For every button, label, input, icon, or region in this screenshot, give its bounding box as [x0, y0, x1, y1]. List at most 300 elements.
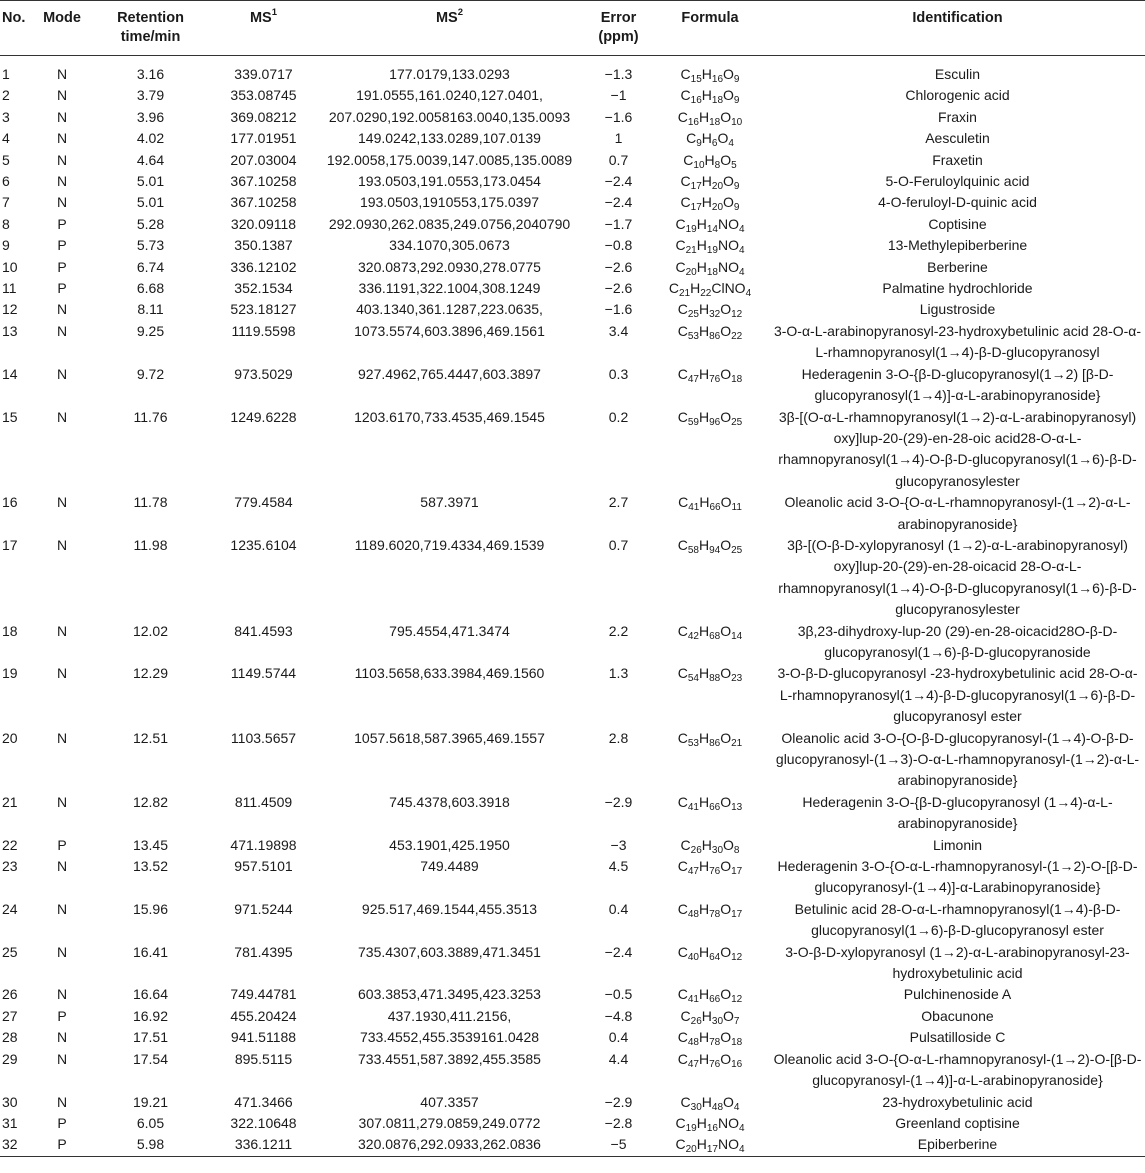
- cell-error: 2.2: [608, 622, 629, 639]
- table-row: [0, 1092, 1145, 1113]
- header-ms2-sup: 2: [457, 7, 464, 19]
- cell-ms1: 455.20424: [230, 1007, 297, 1024]
- table-row: [0, 214, 1145, 235]
- header-mode: Mode: [43, 10, 81, 26]
- header-ms1-sup: 1: [271, 7, 278, 19]
- cell-ms1: 367.10258: [230, 173, 297, 190]
- cell-ms1: 1235.6104: [230, 536, 297, 553]
- cell-no: 2: [2, 87, 10, 104]
- cell-mode: P: [57, 1136, 67, 1153]
- cell-mode: N: [56, 301, 68, 318]
- cell-ms1: 973.5029: [234, 365, 293, 382]
- cell-ms1: 471.3466: [234, 1093, 293, 1110]
- cell-no: 9: [2, 237, 10, 254]
- cell-ms2: 735.4307,603.3889,471.3451: [358, 943, 541, 960]
- cell-no: 28: [2, 1029, 18, 1046]
- cell-ms1: 957.5101: [234, 858, 293, 875]
- cell-formula: $C_{54}H_{88}O_{23}$: [677, 665, 743, 685]
- cell-formula: $C_{17}H_{20}O_9$: [680, 194, 740, 214]
- header-ms2: [312, 1, 587, 56]
- cell-retention-time: 12.02: [132, 622, 169, 639]
- cell-retention-time: 13.45: [132, 836, 169, 853]
- cell-ms1: 811.4509: [234, 793, 293, 810]
- cell-identification: 3-O-β-D-glucopyranosyl -23-hydroxybetulinic acid 28-O-α-L-rhamnopyranosyl(1→4)-β-D-glucopyranosyl(1→6)-β-D-glucopyranosyl ester: [777, 665, 1138, 725]
- cell-retention-time: 5.01: [136, 194, 165, 211]
- cell-formula: $C_{41}H_{66}O_{13}$: [677, 793, 743, 813]
- header-ms1: [215, 1, 312, 56]
- cell-ms2: 407.3357: [420, 1093, 479, 1110]
- cell-no: 25: [2, 943, 18, 960]
- cell-ms1: 895.5115: [234, 1050, 293, 1067]
- cell-formula: $C_{26}H_{30}O_7$: [680, 1007, 740, 1027]
- cell-ms2: 927.4962,765.4447,603.3897: [358, 365, 541, 382]
- cell-no: 11: [2, 280, 17, 297]
- cell-ms2: 453.1901,425.1950: [389, 836, 510, 853]
- cell-mode: P: [57, 258, 67, 275]
- table-row: [0, 171, 1145, 192]
- cell-ms2: 207.0290,192.0058163.0040,135.0093: [328, 108, 571, 125]
- table-row: [0, 107, 1145, 128]
- cell-no: 3: [2, 108, 10, 125]
- cell-retention-time: 16.64: [132, 986, 169, 1003]
- cell-formula: $C_{41}H_{66}O_{11}$: [678, 494, 742, 514]
- cell-no: 14: [2, 365, 18, 382]
- table-row: [0, 1113, 1145, 1134]
- cell-mode: P: [57, 1114, 67, 1131]
- cell-no: 23: [2, 858, 18, 875]
- cell-ms1: 320.09118: [230, 215, 297, 232]
- cell-ms1: 781.4395: [234, 943, 293, 960]
- cell-ms2: 1103.5658,633.3984,469.1560: [354, 665, 545, 682]
- cell-identification: Pulchinenoside A: [903, 986, 1012, 1003]
- cell-error: −1.3: [604, 66, 633, 82]
- cell-mode: N: [56, 108, 68, 125]
- table-row: [0, 663, 1145, 727]
- header-formula: Formula: [681, 10, 739, 26]
- cell-error: −5: [610, 1136, 627, 1153]
- table-row: [0, 984, 1145, 1005]
- cell-no: 20: [2, 729, 18, 746]
- header-retention-time: Retention time/min: [117, 10, 184, 45]
- cell-mode: N: [56, 130, 68, 147]
- cell-retention-time: 12.29: [132, 665, 169, 682]
- cell-identification: Obacunone: [921, 1007, 994, 1024]
- cell-formula: $C_{17}H_{20}O_9$: [680, 173, 740, 193]
- cell-ms1: 749.44781: [230, 986, 297, 1003]
- cell-identification: Berberine: [927, 258, 988, 275]
- cell-ms2: 320.0873,292.0930,278.0775: [358, 258, 541, 275]
- cell-error: −2.9: [604, 1093, 633, 1110]
- cell-retention-time: 11.76: [133, 408, 168, 425]
- cell-retention-time: 3.79: [136, 87, 165, 104]
- cell-identification: Esculin: [934, 66, 981, 82]
- cell-mode: N: [56, 194, 68, 211]
- cell-retention-time: 6.74: [136, 258, 165, 275]
- cell-retention-time: 17.51: [132, 1029, 169, 1046]
- cell-identification: 3β-[(O-β-D-xylopyranosyl (1→2)-α-L-arabinopyranosyl) oxy]lup-20-(29)-en-28-oicacid 28-O-α-L-rhamnopyranosyl(1→4)-O-β-D-glucopyranosyl(1→6)-β-D-glucopyranosylester: [778, 536, 1137, 618]
- cell-no: 21: [2, 793, 18, 810]
- cell-ms2: 925.517,469.1544,455.3513: [361, 900, 538, 917]
- cell-mode: N: [56, 1093, 68, 1110]
- header-error: Error (ppm): [598, 10, 639, 45]
- cell-ms2: 320.0876,292.0933,262.0836: [358, 1136, 541, 1153]
- table-row: [0, 621, 1145, 664]
- cell-identification: Palmatine hydrochloride: [882, 280, 1033, 297]
- cell-mode: N: [56, 322, 68, 339]
- cell-ms2: 437.1930,411.2156,: [387, 1007, 512, 1024]
- cell-ms2: 587.3971: [420, 494, 479, 511]
- cell-error: 4.5: [608, 858, 629, 875]
- cell-retention-time: 17.54: [132, 1050, 169, 1067]
- cell-error: −0.8: [604, 237, 633, 254]
- cell-mode: P: [57, 237, 67, 254]
- table-row: [0, 728, 1145, 792]
- table-row: [0, 899, 1145, 942]
- cell-mode: N: [56, 858, 68, 875]
- cell-ms1: 322.10648: [230, 1114, 297, 1131]
- cell-identification: Fraxetin: [932, 151, 983, 168]
- cell-identification: Oleanolic acid 3-O-{O-β-D-glucopyranosyl-(1→4)-O-β-D-glucopyranosyl-(1→3)-O-α-L-rhamnopyranosyl-(1→2)-α-L-arabinopyranoside}: [775, 729, 1140, 789]
- cell-error: 2.7: [608, 494, 629, 511]
- cell-no: 24: [2, 900, 18, 917]
- cell-error: −2.6: [604, 280, 633, 297]
- cell-retention-time: 3.96: [136, 108, 165, 125]
- cell-ms2: 336.1191,322.1004,308.1249: [358, 280, 541, 297]
- cell-formula: $C_{53}H_{86}O_{21}$: [677, 729, 743, 749]
- cell-mode: P: [57, 280, 67, 297]
- cell-formula: $C_{47}H_{76}O_{16}$: [677, 1050, 743, 1070]
- cell-retention-time: 9.72: [136, 365, 165, 382]
- cell-identification: Fraxin: [938, 108, 977, 125]
- cell-mode: N: [56, 87, 68, 104]
- cell-identification: Epiberberine: [917, 1136, 998, 1153]
- table-row: [0, 1006, 1145, 1027]
- cell-error: −3: [610, 836, 627, 853]
- cell-mode: N: [56, 900, 68, 917]
- cell-no: 12: [2, 301, 18, 318]
- cell-ms1: 1249.6228: [230, 408, 297, 425]
- cell-mode: N: [56, 1050, 68, 1067]
- cell-no: 31: [2, 1114, 18, 1131]
- cell-ms2: 292.0930,262.0835,249.0756,2040790: [328, 215, 571, 232]
- table-row: [0, 235, 1145, 256]
- cell-formula: $C_{48}H_{78}O_{17}$: [677, 900, 743, 920]
- cell-identification: Limonin: [932, 836, 983, 853]
- cell-identification: 3β,23-dihydroxy-lup-20 (29)-en-28-oicacid28O-β-D-glucopyranosyl(1→6)-β-D-glucopyranoside: [797, 622, 1118, 660]
- cell-error: −1.6: [604, 301, 633, 318]
- cell-error: −2.6: [604, 258, 633, 275]
- cell-ms2: 307.0811,279.0859,249.0772: [358, 1114, 541, 1131]
- cell-ms2: 733.4552,455.3539161.0428: [359, 1029, 540, 1046]
- header-identification: Identification: [912, 10, 1003, 26]
- cell-retention-time: 5.98: [136, 1136, 165, 1153]
- cell-identification: 3β-[(O-α-L-rhamnopyranosyl(1→2)-α-L-arabinopyranosyl) oxy]lup-20-(29)-en-28-oic acid28-O-α-L-rhamnopyranosyl(1→4)-O-β-D-glucopyranosyl(1→6)-β-D-glucopyranosylester: [778, 408, 1137, 489]
- cell-no: 27: [2, 1007, 18, 1024]
- cell-no: 6: [2, 173, 10, 190]
- cell-error: −1.6: [604, 108, 633, 125]
- cell-formula: $C_{47}H_{76}O_{17}$: [677, 858, 743, 878]
- cell-ms2: 193.0503,191.0553,173.0454: [358, 173, 541, 190]
- cell-identification: Coptisine: [928, 215, 987, 232]
- cell-no: 8: [2, 215, 10, 232]
- cell-error: 1: [614, 130, 623, 147]
- cell-formula: $C_{30}H_{48}O_4$: [680, 1093, 740, 1113]
- cell-formula: $C_{40}H_{64}O_{12}$: [677, 943, 743, 963]
- cell-identification: Greenland coptisine: [895, 1114, 1020, 1131]
- cell-identification: Hederagenin 3-O-{β-D-glucopyranosyl(1→2) [β-D-glucopyranosyl(1→4)]-α-L-arabinopyranoside}: [801, 365, 1114, 404]
- cell-retention-time: 3.16: [136, 66, 165, 82]
- table-row: [0, 835, 1145, 856]
- cell-identification: Aesculetin: [925, 130, 990, 147]
- cell-mode: N: [56, 793, 68, 810]
- cell-no: 1: [2, 66, 10, 82]
- cell-retention-time: 12.82: [132, 793, 169, 810]
- table-row: [0, 364, 1145, 407]
- cell-error: −1: [610, 87, 627, 104]
- table-row: [0, 942, 1145, 985]
- cell-error: −2.4: [604, 194, 633, 211]
- cell-formula: $C_{58}H_{94}O_{25}$: [677, 536, 743, 556]
- cell-no: 15: [2, 408, 18, 425]
- cell-formula: $C_{21}H_{19}NO_4$: [675, 237, 745, 257]
- cell-retention-time: 4.02: [136, 130, 165, 147]
- cell-no: 5: [2, 151, 10, 168]
- cell-mode: P: [57, 836, 67, 853]
- table-row: [0, 150, 1145, 171]
- cell-error: −2.4: [604, 173, 633, 190]
- table-row: [0, 492, 1145, 535]
- cell-retention-time: 5.01: [136, 173, 165, 190]
- table-body: [0, 56, 1145, 1157]
- cell-ms1: 779.4584: [234, 494, 293, 511]
- cell-mode: N: [56, 66, 68, 82]
- cell-error: 4.4: [608, 1050, 629, 1067]
- cell-ms2: 177.0179,133.0293: [389, 66, 510, 82]
- cell-identification: 5-O-Feruloylquinic acid: [885, 173, 1030, 190]
- cell-retention-time: 13.52: [132, 858, 169, 875]
- cell-ms2: 745.4378,603.3918: [389, 793, 510, 810]
- table-header-row: [0, 1, 1145, 56]
- cell-formula: $C_{59}H_{96}O_{25}$: [677, 408, 743, 428]
- cell-ms2: 1189.6020,719.4334,469.1539: [354, 536, 545, 553]
- cell-retention-time: 4.64: [136, 151, 165, 168]
- cell-ms2: 149.0242,133.0289,107.0139: [358, 130, 541, 147]
- cell-error: 0.4: [608, 1029, 629, 1046]
- cell-ms1: 1149.5744: [230, 665, 297, 682]
- cell-retention-time: 5.73: [136, 237, 165, 254]
- cell-error: 3.4: [608, 322, 629, 339]
- cell-no: 26: [2, 986, 18, 1003]
- cell-error: 1.3: [608, 665, 629, 682]
- cell-formula: $C_9H_6O_4$: [686, 130, 734, 150]
- cell-formula: $C_{21}H_{22}ClNO_4$: [668, 280, 752, 300]
- cell-ms2: 749.4489: [420, 858, 479, 875]
- table-row: [0, 407, 1145, 493]
- table-row: [0, 56, 1145, 86]
- table-row: [0, 1027, 1145, 1048]
- cell-formula: $C_{25}H_{32}O_{12}$: [677, 301, 743, 321]
- cell-ms1: 207.03004: [230, 151, 297, 168]
- cell-ms1: 523.18127: [230, 301, 297, 318]
- cell-ms2: 403.1340,361.1287,223.0635,: [356, 301, 543, 318]
- cell-error: −0.5: [604, 986, 633, 1003]
- table-row: [0, 278, 1145, 299]
- cell-ms1: 336.1211: [234, 1136, 293, 1153]
- cell-ms2: 193.0503,1910553,175.0397: [359, 194, 540, 211]
- cell-retention-time: 8.11: [137, 301, 164, 318]
- cell-error: 0.7: [608, 151, 629, 168]
- cell-ms1: 471.19898: [230, 836, 297, 853]
- table-row: [0, 1049, 1145, 1092]
- cell-retention-time: 16.92: [132, 1007, 169, 1024]
- cell-formula: $C_{42}H_{68}O_{14}$: [677, 622, 743, 642]
- cell-mode: N: [56, 408, 68, 425]
- cell-ms2: 733.4551,587.3892,455.3585: [358, 1050, 541, 1067]
- cell-error: 0.2: [608, 408, 629, 425]
- cell-ms1: 350.1387: [234, 237, 293, 254]
- cell-formula: $C_{48}H_{78}O_{18}$: [677, 1029, 743, 1049]
- cell-error: 0.4: [608, 900, 629, 917]
- cell-formula: $C_{20}H_{18}NO_4$: [675, 258, 745, 278]
- cell-ms1: 336.12102: [230, 258, 297, 275]
- cell-identification: Ligustroside: [919, 301, 996, 318]
- cell-ms1: 177.01951: [230, 130, 297, 147]
- cell-mode: N: [56, 986, 68, 1003]
- cell-mode: N: [56, 536, 68, 553]
- cell-formula: $C_{10}H_8O_5$: [683, 151, 737, 171]
- cell-formula: $C_{53}H_{86}O_{22}$: [677, 322, 743, 342]
- cell-ms2: 1057.5618,587.3965,469.1557: [354, 729, 545, 746]
- cell-identification: Hederagenin 3-O-{β-D-glucopyranosyl (1→4)-α-L-arabinopyranoside}: [802, 793, 1113, 832]
- cell-ms1: 352.1534: [234, 280, 293, 297]
- cell-error: 0.3: [608, 365, 629, 382]
- cell-ms1: 339.0717: [234, 66, 293, 82]
- table-row: [0, 856, 1145, 899]
- cell-no: 29: [2, 1050, 18, 1067]
- cell-error: −2.4: [604, 943, 633, 960]
- cell-ms2: 603.3853,471.3495,423.3253: [358, 986, 541, 1003]
- cell-ms1: 369.08212: [230, 108, 297, 125]
- cell-identification: 3-O-α-L-arabinopyranosyl-23-hydroxybetulinic acid 28-O-α-L-rhamnopyranosyl(1→4)-β-D-glucopyranosyl: [773, 322, 1142, 361]
- cell-no: 17: [2, 536, 18, 553]
- cell-no: 13: [2, 322, 18, 339]
- cell-ms2: 334.1070,305.0673: [389, 237, 510, 254]
- cell-no: 30: [2, 1093, 18, 1110]
- cell-ms1: 367.10258: [230, 194, 297, 211]
- table-row: [0, 792, 1145, 835]
- table-row: [0, 128, 1145, 149]
- cell-identification: Oleanolic acid 3-O-{O-α-L-rhamnopyranosyl-(1→2)-α-L-arabinopyranoside}: [784, 494, 1131, 532]
- cell-retention-time: 19.21: [132, 1093, 169, 1110]
- cell-ms2: 795.4554,471.3474: [389, 622, 510, 639]
- cell-mode: N: [56, 494, 68, 511]
- table-row: [0, 299, 1145, 320]
- cell-no: 32: [2, 1136, 18, 1153]
- cell-formula: $C_{19}H_{16}NO_4$: [675, 1114, 745, 1134]
- cell-formula: $C_{26}H_{30}O_8$: [680, 836, 740, 856]
- cell-identification: 13-Methylepiberberine: [887, 237, 1028, 254]
- cell-formula: $C_{16}H_{18}O_{10}$: [677, 108, 743, 128]
- cell-identification: Pulsatilloside C: [909, 1029, 1006, 1046]
- cell-formula: $C_{16}H_{18}O_9$: [680, 87, 740, 107]
- cell-identification: Hederagenin 3-O-{O-α-L-rhamnopyranosyl-(1→2)-O-[β-D-glucopyranosyl-(1→4)]-α-Larabinopyranoside}: [777, 858, 1138, 896]
- cell-retention-time: 16.41: [132, 943, 169, 960]
- cell-formula: $C_{15}H_{16}O_9$: [680, 66, 740, 85]
- cell-identification: Oleanolic acid 3-O-{O-α-L-rhamnopyranosyl-(1→2)-O-[β-D-glucopyranosyl-(1→4)]-α-L-arabinopyranoside}: [773, 1050, 1142, 1089]
- cell-retention-time: 15.96: [132, 900, 169, 917]
- cell-no: 10: [2, 258, 18, 275]
- cell-retention-time: 12.51: [132, 729, 169, 746]
- cell-formula: $C_{47}H_{76}O_{18}$: [677, 365, 743, 385]
- cell-no: 4: [2, 130, 10, 147]
- cell-error: 0.7: [608, 536, 629, 553]
- cell-identification: 23-hydroxybetulinic acid: [882, 1093, 1033, 1110]
- cell-no: 18: [2, 622, 18, 639]
- cell-ms1: 353.08745: [230, 87, 297, 104]
- cell-identification: Chlorogenic acid: [905, 87, 1010, 104]
- cell-mode: N: [56, 365, 68, 382]
- cell-mode: N: [56, 1029, 68, 1046]
- table-row: [0, 257, 1145, 278]
- header-no: No.: [2, 10, 26, 26]
- cell-ms1: 841.4593: [234, 622, 293, 639]
- cell-identification: 3-O-β-D-xylopyranosyl (1→2)-α-L-arabinopyranosyl-23-hydroxybetulinic acid: [785, 943, 1130, 982]
- cell-identification: Betulinic acid 28-O-α-L-rhamnopyranosyl(1→4)-β-D-glucopyranosyl(1→6)-β-D-glucopyranosyl ester: [794, 900, 1121, 939]
- cell-ms1: 1103.5657: [230, 729, 297, 746]
- cell-mode: N: [56, 665, 68, 682]
- cell-mode: N: [56, 943, 68, 960]
- header-ms2-label: MS: [435, 10, 458, 26]
- cell-mode: N: [56, 151, 68, 168]
- cell-error: −1.7: [604, 215, 633, 232]
- cell-no: 7: [2, 194, 10, 211]
- cell-mode: N: [56, 622, 68, 639]
- cell-formula: $C_{20}H_{17}NO_4$: [675, 1136, 745, 1156]
- cell-ms1: 971.5244: [234, 900, 293, 917]
- cell-ms2: 191.0555,161.0240,127.0401,: [356, 87, 543, 104]
- cell-ms1: 941.51188: [230, 1029, 297, 1046]
- cell-no: 16: [2, 494, 18, 511]
- cell-retention-time: 5.28: [136, 215, 165, 232]
- cell-error: 2.8: [608, 729, 629, 746]
- cell-mode: N: [56, 173, 68, 190]
- table-row: [0, 192, 1145, 213]
- table-row: [0, 535, 1145, 621]
- cell-error: −2.9: [604, 793, 633, 810]
- cell-no: 19: [2, 665, 18, 682]
- table-row: [0, 1134, 1145, 1156]
- cell-ms2: 192.0058,175.0039,147.0085,135.0089: [326, 151, 573, 168]
- table-row: [0, 321, 1145, 364]
- cell-ms1: 1119.5598: [231, 322, 296, 339]
- cell-formula: $C_{41}H_{66}O_{12}$: [677, 986, 743, 1006]
- cell-ms2: 1203.6170,733.4535,469.1545: [354, 408, 545, 425]
- cell-no: 22: [2, 836, 18, 853]
- cell-mode: P: [57, 215, 67, 232]
- cell-error: −4.8: [604, 1007, 633, 1024]
- cell-identification: 4-O-feruloyl-D-quinic acid: [878, 194, 1037, 211]
- cell-ms2: 1073.5574,603.3896,469.1561: [354, 322, 545, 339]
- cell-mode: N: [56, 729, 68, 746]
- table-row: [0, 85, 1145, 106]
- cell-retention-time: 11.98: [133, 536, 168, 553]
- cell-formula: $C_{19}H_{14}NO_4$: [675, 215, 745, 235]
- cell-error: −2.8: [604, 1114, 633, 1131]
- header-ms1-label: MS: [249, 10, 272, 26]
- cell-retention-time: 11.78: [133, 494, 168, 511]
- cell-mode: P: [57, 1007, 67, 1024]
- cell-retention-time: 9.25: [136, 322, 165, 339]
